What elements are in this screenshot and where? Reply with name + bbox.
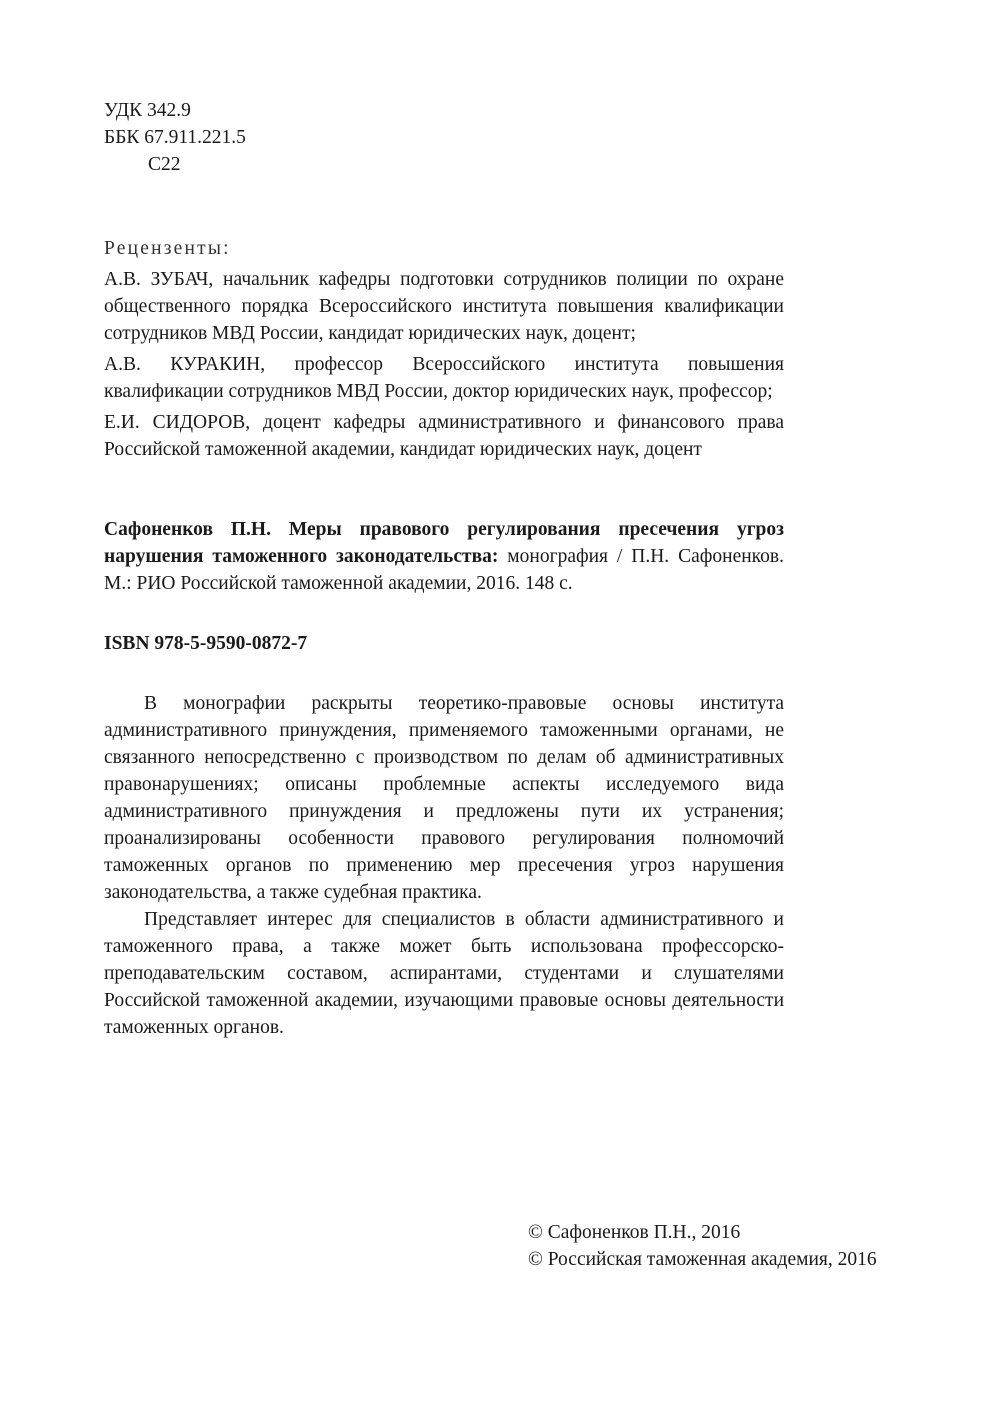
copyright-institution: © Российская таможенная академия, 2016 bbox=[528, 1249, 877, 1270]
isbn: ISBN 978-5-9590-0872-7 bbox=[104, 633, 308, 654]
bibliographic-title: Сафоненков П.Н. Меры правового регулирования пресечения угроз нарушения таможенного законодательства: bbox=[104, 519, 784, 567]
reviewer-entry: А.В. КУРАКИН, профессор Всероссийского института повышения квалификации сотрудников МВД России, доктор юридических наук, профессор; bbox=[104, 354, 784, 402]
classification-block bbox=[104, 97, 784, 178]
udk-code: УДК 342.9 bbox=[104, 100, 191, 121]
reviewer-entry: А.В. ЗУБАЧ, начальник кафедры подготовки сотрудников полиции по охране общественного порядка Всероссийского института повышения квалификации сотрудников МВД России, кандидат юридических наук, доцент; bbox=[104, 269, 784, 344]
abstract-paragraph: В монографии раскрыты теоретико-правовые основы института административного принуждения, применяемого таможенными органами, не связанного непосредственно с производством по делам об административных правонарушениях; описаны проблемные аспекты исследуемого вида административного принуждения и предложены пути их устранения; проанализированы особенности правового регулирования полномочий таможенных органов по применению мер пресечения угроз нарушения законодательства, а также судебная практика. bbox=[104, 693, 784, 903]
bibliographic-record bbox=[104, 516, 784, 597]
bibliographic-details: монография / П.Н. Сафоненков. М.: РИО Российской таможенной академии, 2016. 148 с. bbox=[104, 546, 784, 594]
reviewer-entry: Е.И. СИДОРОВ, доцент кафедры административного и финансового права Российской таможенной академии, кандидат юридических наук, доцент bbox=[104, 412, 784, 460]
reviewers-heading: Рецензенты: bbox=[104, 238, 231, 259]
reviewers-block bbox=[104, 235, 784, 463]
bbk-code: ББК 67.911.221.5 bbox=[104, 127, 246, 148]
imprint-page bbox=[104, 97, 784, 1041]
author-mark: С22 bbox=[148, 154, 181, 175]
copyright-author: © Сафоненков П.Н., 2016 bbox=[528, 1222, 741, 1243]
abstract-paragraph: Представляет интерес для специалистов в области административного и таможенного права, а также может быть использована профессорско-преподавательским составом, аспирантами, студентами и слушателями Российской таможенной академии, изучающими правовые основы деятельности таможенных органов. bbox=[104, 909, 784, 1038]
copyright-block bbox=[528, 1219, 877, 1273]
abstract bbox=[104, 690, 784, 1041]
